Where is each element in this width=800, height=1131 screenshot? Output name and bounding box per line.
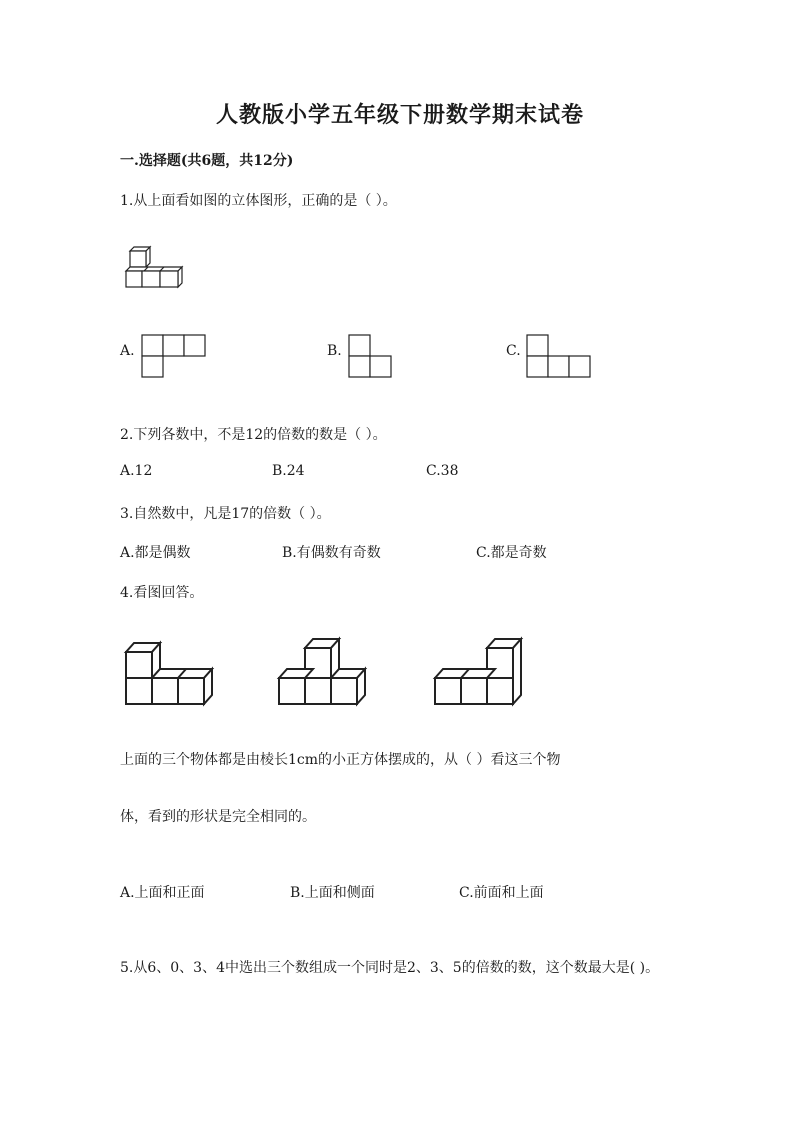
- q2-option-a[interactable]: A.12: [120, 463, 153, 479]
- q1-option-c-figure[interactable]: [526, 334, 594, 380]
- q1-option-b-label[interactable]: B.: [327, 343, 342, 359]
- question-1-stem: 1.从上面看如图的立体图形，正确的是（ ）。: [120, 193, 397, 209]
- q4-option-b[interactable]: B.上面和侧面: [290, 885, 375, 901]
- q4-figure-3: [433, 636, 523, 706]
- q2-option-c[interactable]: C.38: [426, 463, 459, 479]
- question-3-stem: 3.自然数中，凡是17的倍数（ ）。: [120, 506, 331, 522]
- q4-figure-2: [277, 636, 367, 706]
- q1-option-a-label[interactable]: A.: [120, 343, 135, 359]
- q1-option-c-label[interactable]: C.: [506, 343, 521, 359]
- q1-solid-figure: [124, 245, 188, 289]
- section-heading: 一.选择题(共6题，共12分): [120, 153, 294, 169]
- q4-option-c[interactable]: C.前面和上面: [459, 885, 544, 901]
- page-title: 人教版小学五年级下册数学期末试卷: [215, 102, 584, 128]
- q4-text-line-1: 上面的三个物体都是由棱长1cm的小正方体摆成的，从（ ）看这三个物: [120, 752, 561, 768]
- q4-option-a[interactable]: A.上面和正面: [120, 885, 205, 901]
- q3-option-a[interactable]: A.都是偶数: [120, 545, 191, 561]
- q1-option-b-figure[interactable]: [348, 334, 394, 380]
- q4-text-line-2: 体，看到的形状是完全相同的。: [120, 809, 316, 825]
- q2-option-b[interactable]: B.24: [272, 463, 305, 479]
- q3-option-c[interactable]: C.都是奇数: [476, 545, 547, 561]
- q1-option-a-figure[interactable]: [141, 334, 207, 380]
- question-2-stem: 2.下列各数中，不是12的倍数的数是（ ）。: [120, 427, 387, 443]
- question-4-stem: 4.看图回答。: [120, 585, 204, 601]
- question-5-stem: 5.从6、0、3、4中选出三个数组成一个同时是2、3、5的倍数的数，这个数最大是( )。: [120, 960, 660, 976]
- q3-option-b[interactable]: B.有偶数有奇数: [282, 545, 381, 561]
- q4-figure-1: [124, 640, 216, 706]
